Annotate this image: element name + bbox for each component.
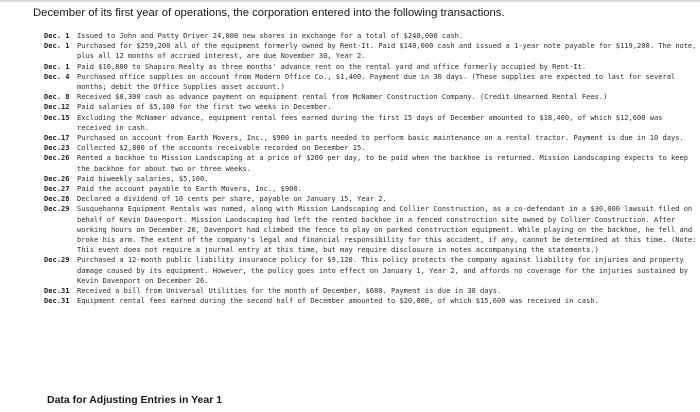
transaction-date: Dec.26 [44,173,70,183]
transaction-text: Rented a backhoe to Mission Landscaping at a price of $260 per day, to be paid when the backhoe is returned. Mission Landscaping expects to keep the backhoe for about two or three weeks. [77,153,688,173]
top-divider [0,0,700,3]
transaction-entry [44,255,698,286]
transaction-date: Dec. 8 [44,92,70,102]
transaction-entry [44,41,698,61]
transaction-entry [44,133,698,143]
transaction-date: Dec. 1 [44,61,70,71]
transaction-date: Dec.17 [44,133,70,143]
transaction-entry [44,184,698,194]
transaction-entry [44,113,698,133]
transaction-text: Purchased office supplies on account from Modern Office Co., $1,400. Payment due in 30 days. (These supplies are expected to last for several months; debit the Office Supplies asset account.) [77,71,676,92]
transaction-date: Dec.12 [44,102,70,112]
transaction-text: Paid the account payable to Earth Movers, Inc., $900. [77,184,302,194]
transaction-text: Paid $10,800 to Shapiro Realty as three months' advance rent on the rental yard and office formerly occupied by Rent-It. [77,61,587,71]
transaction-text: Susquehanna Equipment Rentals was named, along with Mission Landscaping and Collier Construction, as a co-defendant in a $30,000 lawsuit filed on behalf of Kevin Davenport. Mission Landscaping had left the rented backhoe in a fenced construction site owned by Collier Construction. After working hours on December 26, Davenport had climbed the fence to play on parked construction equipment. While playing on the backhoe, he fell and broke his arm. The extent of the company's legal and financial responsibility for this accident, if any, cannot be determined at this time. (Note: This event does not require a journal entry at this time, but may require disclosure in notes accompanying the statements.) [77,204,697,255]
transaction-entry [44,286,698,296]
transaction-date: Dec.31 [44,296,70,306]
transaction-text: Declared a dividend of 10 cents per share, payable on January 15, Year 2. [77,194,387,204]
transaction-date: Dec.26 [44,153,70,163]
section-heading: Data for Adjusting Entries in Year 1 [47,394,223,406]
transaction-entry [44,174,698,184]
transaction-date: Dec. 1 [44,31,70,40]
transaction-date: Dec.27 [44,184,70,194]
transaction-entry [44,204,698,255]
transaction-entry [44,143,698,153]
transaction-text: Issued to John and Patty Driver 24,000 new shares in exchange for a total of $240,000 cash. [77,31,464,40]
transaction-entry [44,62,698,72]
transaction-entry [44,31,698,41]
transaction-text: Purchased a 12-month public liability insurance policy for $9,120. This policy protects the company against liability for injuries and property damage caused by its equipment. However, the policy goes into effect on January 1, Year 2, and affords no coverage for the injuries sustained by Kevin Davenport on December 26. [77,255,688,285]
transaction-date: Dec.31 [44,286,70,296]
transaction-date: Dec.15 [44,112,70,122]
transaction-text: Purchased on account from Earth Movers, Inc., $900 in parts needed to perform basic maintenance on a rental tractor. Payment is due in 10 days. [77,133,684,143]
transaction-text: Paid salaries of $5,100 for the first two weeks in December. [77,102,332,112]
transaction-list [44,31,698,306]
transaction-date: Dec.23 [44,143,70,153]
transaction-date: Dec. 4 [44,71,70,81]
transaction-text: Excluding the McNamer advance, equipment rental fees earned during the first 15 days of December amounted to $18,400, of which $12,600 was received in cash. [77,112,663,132]
transaction-date: Dec.29 [44,204,70,214]
transaction-date: Dec.29 [44,255,70,265]
transaction-text: Received a bill from Universal Utilities for the month of December, $680. Payment is due in 30 days. [77,286,502,296]
transaction-text: Purchased for $259,200 all of the equipment formerly owned by Rent-It. Paid $140,000 cash and issued a 1-year note payable for $119,200. The note, plus all 12 months of accrued interest, are due November 30, Year 2. [77,41,697,61]
transaction-text: Collected $2,800 of the accounts receivable recorded on December 15. [77,143,366,153]
transaction-entry [44,153,698,173]
transaction-entry [44,296,698,306]
transaction-text: Equipment rental fees earned during the second half of December amounted to $20,000, of which $15,600 was received in cash. [77,296,599,306]
transaction-date: Dec.28 [44,194,70,204]
transaction-entry [44,194,698,204]
transaction-entry [44,102,698,112]
transaction-entry [44,92,698,102]
transaction-entry [44,72,698,92]
transaction-text: Paid biweekly salaries, $5,100. [77,173,209,183]
transaction-date: Dec. 1 [44,41,70,51]
intro-text: December of its first year of operations, the corporation entered into the following transactions. [33,7,505,19]
transaction-text: Received $8,300 cash as advance payment on equipment rental from McNamer Construction Company. (Credit Unearned Rental Fees.) [77,92,608,102]
